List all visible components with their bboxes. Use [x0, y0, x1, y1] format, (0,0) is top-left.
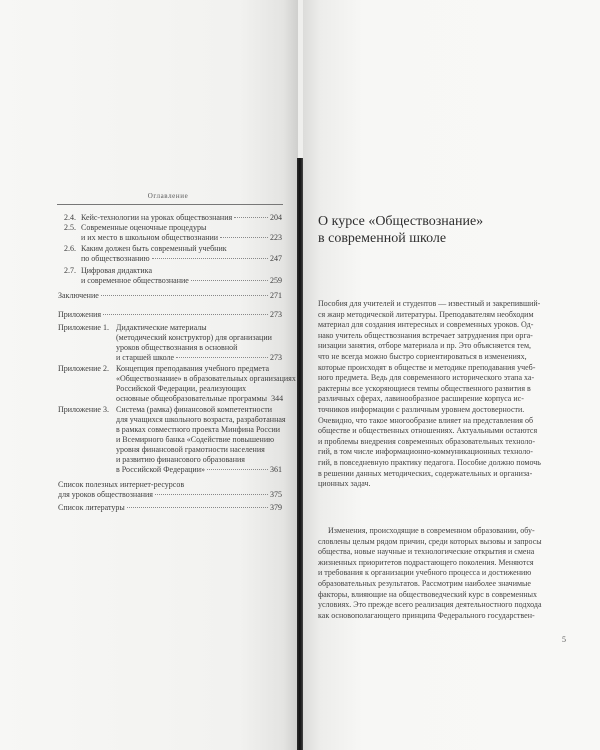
- toc-number: 2.7.: [64, 266, 76, 275]
- toc-page-number: 259: [270, 276, 282, 285]
- text-line: Очевидно, что такое многообразие влияет на представления об: [318, 415, 534, 425]
- text-line: факторы, влияющие на обществоведческий курс в современных: [318, 589, 538, 599]
- text-line: нако учитель обществознания встречает затруднения при орга-: [318, 330, 533, 340]
- text-line: условиях. Это прежде всего реализация деятельностного подхода: [318, 600, 542, 610]
- toc-page-number: 361: [270, 465, 282, 474]
- dot-leader: [127, 507, 268, 508]
- dot-leader: [234, 217, 268, 218]
- toc-line: «Обществознание» в образовательных организациях: [116, 374, 296, 383]
- toc-number: Приложение 3.: [58, 405, 109, 414]
- toc-number: 2.5.: [64, 223, 76, 232]
- dot-leader: [101, 295, 268, 296]
- table-of-contents: [0, 0, 298, 750]
- dot-leader: [191, 280, 268, 281]
- text-line: что не всегда можно быстро сориентироваться в изменениях,: [318, 351, 527, 361]
- toc-number: Приложение 1.: [58, 323, 109, 332]
- toc-line: Дидактические материалы: [116, 323, 207, 332]
- toc-line: Современные оценочные процедуры: [81, 223, 207, 232]
- text-line: в решении данных методических, содержательных и организа-: [318, 468, 533, 478]
- toc-page-number: 204: [270, 213, 282, 222]
- toc-line: основные общеобразовательные программы: [116, 394, 268, 403]
- toc-line: Цифровая дидактика: [81, 266, 152, 275]
- toc-line: и старшей школе: [116, 353, 175, 362]
- text-line: общества, новые научные и технологические открытия и смена: [318, 547, 535, 557]
- toc-line: Система (рамка) финансовой компетентности: [116, 405, 273, 414]
- dot-leader: [152, 258, 268, 259]
- text-line: ционных задач.: [318, 479, 371, 489]
- text-line: образовательных результатов. Рассмотрим наиболее значимые: [318, 578, 531, 588]
- title-line: в современной школе: [318, 231, 447, 246]
- page-number: 5: [562, 635, 566, 644]
- dot-leader: [103, 314, 268, 315]
- text-line: точников информации с различным уровнем достоверности.: [318, 404, 525, 414]
- toc-line: в рамках совместного проекта Минфина России: [116, 425, 281, 434]
- title-line: О курсе «Обществознание»: [318, 214, 484, 229]
- toc-line: Каким должен быть современный учебник: [81, 244, 227, 253]
- text-line: которые происходят в обществе и методике преподавания учеб-: [318, 362, 536, 372]
- toc-line: Российской Федерации, реализующих: [116, 384, 247, 393]
- toc-page-number: 247: [270, 254, 282, 263]
- toc-line: (методический конструктор) для организации: [116, 333, 272, 342]
- text-line: низации занятия, отборе материала и пр. Это объясняется тем,: [318, 341, 532, 351]
- text-line: и требования к организации учебного процесса и достижению: [318, 568, 532, 578]
- text-line: Пособия для учителей и студентов — известный и закрепивший-: [318, 299, 541, 308]
- toc-line: Список полезных интернет-ресурсов: [58, 480, 185, 489]
- text-line: обществе и общественных отношениях. Актуальными остаются: [318, 426, 538, 436]
- dot-leader: [220, 237, 268, 238]
- toc-page-number: 273: [270, 310, 282, 319]
- toc-page-number: 375: [270, 490, 282, 499]
- toc-line: для уроков обществознания: [58, 490, 153, 499]
- toc-line: уроков обществознания в основной: [116, 343, 238, 352]
- dot-leader: [155, 494, 268, 495]
- toc-page-number: 379: [270, 503, 282, 512]
- text-line: гий, в том числе информационно-коммуникационных техноло-: [318, 447, 533, 457]
- toc-line: уровня финансовой грамотности населения: [116, 445, 265, 454]
- text-line: различных сферах, лавинообразное расширение корпуса ис-: [318, 394, 524, 404]
- toc-line: Приложения: [58, 310, 102, 319]
- toc-number: Приложение 2.: [58, 364, 109, 373]
- text-line: рактерны все ускоряющиеся темпы общественного развития в: [318, 383, 531, 393]
- toc-number: 2.4.: [64, 213, 76, 222]
- toc-page-number: 273: [270, 353, 282, 362]
- toc-line: для учащихся школьного возраста, разработанная: [116, 415, 286, 424]
- text-line: словлены целым рядом причин, среди которых вызовы и запросы: [318, 536, 542, 546]
- toc-line: и Всемирного банка «Содействие повышению: [116, 435, 275, 444]
- paragraph-2: [318, 526, 568, 621]
- text-line: ся жанр методической литературы. Преподавателям необходим: [318, 309, 534, 319]
- article-title: [318, 213, 558, 247]
- text-line: жизненных приоритетов подрастающего поколения. Меняются: [318, 557, 534, 567]
- text-line: Изменения, происходящие в современном образовании, обу-: [328, 526, 535, 535]
- text-line: гий, в повседневную практику педагога. Пособие должно помочь: [318, 457, 541, 467]
- toc-page-number: 344: [271, 394, 284, 403]
- text-line: и проблемы внедрения современных образовательных техноло-: [318, 436, 536, 446]
- toc-number: 2.6.: [64, 244, 76, 253]
- text-line: ного предмета. Ведь для современного исторического этапа ха-: [318, 373, 535, 383]
- toc-line: и их место в школьном обществознании: [81, 233, 219, 242]
- toc-line: Список литературы: [58, 503, 125, 512]
- toc-line: в Российской Федерации»: [116, 465, 205, 474]
- paragraph-1: [318, 299, 568, 490]
- toc-line: по обществознанию: [81, 254, 150, 263]
- toc-line: Заключение: [58, 291, 99, 300]
- dot-leader: [176, 357, 268, 358]
- text-line: материал для создания интересных и современных уроков. Од-: [318, 320, 534, 330]
- toc-page-number: 223: [270, 233, 282, 242]
- toc-line: Концепция преподавания учебного предмета: [116, 364, 270, 373]
- dot-leader: [207, 469, 268, 470]
- toc-line: Кейс-технологии на уроках обществознания: [81, 213, 233, 222]
- toc-line: и развитию финансового образования: [116, 455, 245, 464]
- toc-line: и современное обществознание: [81, 276, 189, 285]
- toc-page-number: 271: [270, 291, 282, 300]
- text-line: как основополагающего принципа Федерального государствен-: [318, 610, 535, 620]
- running-head: Оглавление: [147, 192, 189, 200]
